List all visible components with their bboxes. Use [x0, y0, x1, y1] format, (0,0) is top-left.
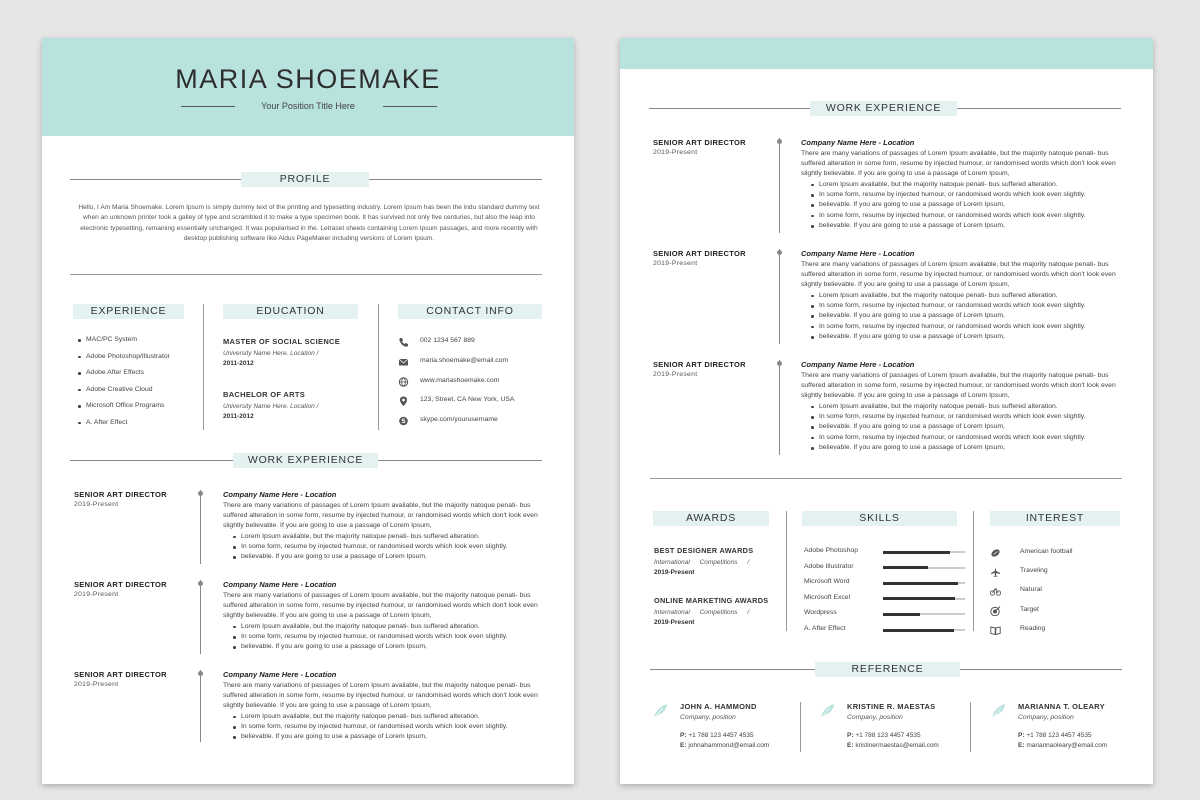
job-description: There are many variations of passages of Lorem Ipsum available, but the majority natoque penati- bus suffered alteration in some form, resume by injected humour, or randomised words which don't look even slightly believable. If you are going to use a passage of Lorem Ipsum,	[223, 502, 538, 530]
job-date: 2019-Present	[74, 681, 119, 688]
reference-phone	[680, 732, 754, 739]
resume-page-2	[620, 38, 1153, 784]
job-body	[223, 670, 543, 743]
contact-text: 002 1234 567 889	[420, 337, 475, 344]
interest-item	[990, 625, 1073, 644]
job-description: There are many variations of passages of Lorem Ipsum available, but the majority natoque penati- bus suffered alteration in some form, resume by injected humour, or randomised words which don't look even slightly believable. If you are going to use a passage of Lorem Ipsum,	[801, 261, 1116, 289]
interest-heading: INTEREST	[990, 511, 1120, 526]
list-item: In some form, resume by injected humour, or randomised words which look even slightly.	[807, 190, 1121, 200]
list-item: MAC/PC System	[74, 336, 170, 353]
phone-icon	[398, 337, 420, 347]
column-divider	[973, 511, 974, 631]
contact-list	[398, 337, 514, 436]
award-org: International Competitions /	[654, 559, 750, 566]
airplane-icon	[990, 567, 1020, 577]
interest-text: Traveling	[1020, 567, 1048, 575]
phone-value: +1 788 123 4457 4535	[855, 732, 921, 739]
job-body	[801, 249, 1121, 343]
skill-bar-fill	[883, 629, 954, 632]
timeline-line	[779, 360, 780, 455]
experience-list	[74, 336, 170, 435]
feather-icon	[819, 702, 837, 720]
award-item	[654, 546, 753, 576]
job-bullets	[807, 291, 1121, 343]
company-name: Company Name Here - Location	[801, 360, 915, 369]
interest-text: Target	[1020, 605, 1039, 613]
company-name: Company Name Here - Location	[223, 670, 337, 679]
list-item: believable. If you are going to use a passage of Lorem Ipsum,	[229, 642, 543, 652]
contact-text: 123, Street, CA New York, USA	[420, 396, 515, 404]
list-item: Lorem Ipsum available, but the majority natoque penati- bus suffered alteration.	[229, 622, 543, 632]
profile-text: Hello, I Am Maria Shoemake. Lorem Ipsum is simply dummy text of the printing and typesetting industry. Lorem Ipsum has been the indu standard dummy text when an unknown printer took a galley of type and scrambled it to make a type specimen book. It has survived not only five centuries, but also the leap into electronic typesetting, remaining essentially unchanged. It was popularised in the. Letraset sheets containing Lorem Ipsum passages, and more recently with desktop publishing software like Aldus PageMaker including versions of Lorem Ipsum.	[78, 204, 540, 243]
years: 2011-2012	[223, 360, 254, 367]
title-rule-right	[383, 106, 437, 107]
job-description: There are many variations of passages of Lorem Ipsum available, but the majority natoque penati- bus suffered alteration in some form, resume by injected humour, or randomised words which don't look even slightly believable. If you are going to use a passage of Lorem Ipsum,	[801, 150, 1116, 178]
skill-name: Wordpress	[804, 609, 837, 617]
interest-text: Natural	[1020, 586, 1042, 594]
timeline-line	[779, 249, 780, 344]
reference-email	[680, 742, 769, 749]
job-date: 2019-Present	[653, 371, 698, 378]
skill-row	[804, 547, 966, 563]
job-date: 2019-Present	[653, 260, 698, 267]
reference-name: KRISTINE R. MAESTAS	[847, 702, 936, 711]
job-role: SENIOR ART DIRECTOR	[653, 360, 746, 369]
job-body	[223, 490, 543, 563]
interest-item	[990, 548, 1073, 567]
interest-item	[990, 567, 1073, 586]
reference-email	[847, 742, 939, 749]
list-item: Lorem Ipsum available, but the majority natoque penati- bus suffered alteration.	[229, 712, 543, 722]
bicycle-icon	[990, 586, 1020, 596]
job-role: SENIOR ART DIRECTOR	[653, 138, 746, 147]
university: University Name Here. Location /	[223, 350, 319, 357]
email-value: mariannaoleary@email.com	[1026, 742, 1108, 749]
skill-name: Adobe Illustrator	[804, 562, 854, 570]
interest-item	[990, 606, 1073, 625]
header-band	[42, 38, 574, 136]
timeline-dot	[198, 671, 203, 676]
company-name: Company Name Here - Location	[801, 249, 915, 258]
reference-company: Company, position	[847, 714, 903, 721]
awards-heading: AWARDS	[653, 511, 769, 526]
timeline-line	[200, 670, 201, 742]
job-heading	[653, 249, 746, 267]
work-experience-heading: WORK EXPERIENCE	[649, 101, 1121, 116]
skill-bar-track	[883, 551, 965, 553]
skill-bar-track	[883, 598, 965, 600]
timeline-dot	[777, 250, 782, 255]
book-icon	[990, 625, 1020, 635]
email-value: kristinermaestas@email.com	[855, 742, 939, 749]
job-date: 2019-Present	[74, 501, 119, 508]
contact-item	[398, 416, 514, 436]
location-pin-icon	[398, 396, 420, 406]
skill-row	[804, 625, 966, 641]
contact-item	[398, 396, 514, 416]
email-label: E:	[847, 742, 854, 749]
list-item: Adobe After Effects	[74, 369, 170, 386]
list-item: In some form, resume by injected humour, or randomised words which look even slightly.	[229, 722, 543, 732]
company-name: Company Name Here - Location	[223, 490, 337, 499]
list-item: Lorem Ipsum available, but the majority natoque penati- bus suffered alteration.	[807, 402, 1121, 412]
feather-icon	[652, 702, 670, 720]
reference-item	[652, 702, 802, 752]
phone-value: +1 788 123 4457 4535	[688, 732, 754, 739]
skill-name: Microsoft Excel	[804, 593, 851, 601]
reference-item	[990, 702, 1140, 752]
list-item: believable. If you are going to use a passage of Lorem Ipsum,	[807, 422, 1121, 432]
phone-label: P:	[1018, 732, 1025, 739]
reference-item	[819, 702, 969, 752]
reference-name: JOHN A. HAMMOND	[680, 702, 757, 711]
email-value: johnahammond@email.com	[688, 742, 770, 749]
education-heading: EDUCATION	[223, 304, 358, 319]
job-body	[801, 360, 1121, 454]
list-item: believable. If you are going to use a passage of Lorem Ipsum,	[807, 200, 1121, 210]
email-label: E:	[1018, 742, 1025, 749]
skill-bar-fill	[883, 551, 950, 554]
job-bullets	[807, 402, 1121, 454]
interest-list	[990, 548, 1073, 644]
skill-bar-track	[883, 629, 965, 631]
education-item	[223, 337, 353, 367]
skill-name: A. After Effect	[804, 625, 846, 632]
skill-bar-fill	[883, 566, 928, 569]
phone-label: P:	[680, 732, 687, 739]
list-item: A. After Effect	[74, 419, 170, 436]
contact-heading: CONTACT INFO	[398, 304, 542, 319]
reference-phone	[847, 732, 921, 739]
timeline-dot	[198, 581, 203, 586]
work-experience-heading: WORK EXPERIENCE	[70, 453, 542, 468]
contact-text: skype.com/yourusername	[420, 416, 498, 424]
job-role: SENIOR ART DIRECTOR	[74, 580, 167, 589]
svg-text:S: S	[401, 418, 406, 426]
header-band	[620, 38, 1153, 69]
football-icon	[990, 548, 1020, 558]
education-item	[223, 390, 353, 420]
job-bullets	[807, 180, 1121, 232]
interest-item	[990, 586, 1073, 605]
skill-bar-track	[883, 613, 965, 615]
award-title: ONLINE MARKETING AWARDS	[654, 596, 769, 605]
job-heading	[74, 670, 167, 688]
job-bullets	[229, 622, 543, 653]
resume-name: MARIA SHOEMAKE	[175, 64, 441, 94]
target-icon	[990, 606, 1020, 616]
skill-row	[804, 578, 966, 594]
reference-company: Company, position	[1018, 714, 1074, 721]
job-heading	[74, 490, 167, 508]
column-divider	[203, 304, 204, 430]
phone-label: P:	[847, 732, 854, 739]
award-years: 2019-Present	[654, 569, 695, 576]
list-item: Adobe Photoshop/Illustrator	[74, 353, 170, 370]
job-description: There are many variations of passages of Lorem Ipsum available, but the majority natoque penati- bus suffered alteration in some form, resume by injected humour, or randomised words which don't look even slightly believable. If you are going to use a passage of Lorem Ipsum,	[223, 682, 538, 710]
job-description: There are many variations of passages of Lorem Ipsum available, but the majority natoque penati- bus suffered alteration in some form, resume by injected humour, or randomised words which don't look even slightly believable. If you are going to use a passage of Lorem Ipsum,	[223, 592, 538, 620]
skill-row	[804, 609, 966, 625]
interest-text: American football	[1020, 548, 1073, 555]
job-heading	[653, 360, 746, 378]
position-title: Your Position Title Here	[261, 101, 355, 111]
list-item: believable. If you are going to use a passage of Lorem Ipsum,	[229, 732, 543, 742]
timeline-line	[779, 138, 780, 233]
list-item: believable. If you are going to use a passage of Lorem Ipsum,	[807, 443, 1121, 453]
contact-item	[398, 377, 514, 397]
contact-item	[398, 357, 514, 377]
experience-heading: EXPERIENCE	[73, 304, 184, 319]
university: University Name Here. Location /	[223, 403, 319, 410]
profile-heading: PROFILE	[70, 172, 542, 187]
timeline-dot	[198, 491, 203, 496]
job-bullets	[229, 532, 543, 563]
job-role: SENIOR ART DIRECTOR	[74, 490, 167, 499]
award-org: International Competitions /	[654, 609, 750, 616]
interest-text: Reading	[1020, 624, 1046, 632]
list-item: Microsoft Office Programs	[74, 402, 170, 419]
job-bullets	[229, 712, 543, 743]
list-item: believable. If you are going to use a passage of Lorem Ipsum,	[807, 221, 1121, 231]
skill-bar-track	[883, 582, 965, 584]
skill-name: Microsoft Word	[804, 578, 850, 586]
list-item: Adobe Creative Cloud	[74, 386, 170, 403]
skype-icon	[398, 416, 420, 426]
resume-page-1	[42, 38, 574, 784]
timeline-line	[200, 490, 201, 564]
column-divider	[378, 304, 379, 430]
skill-row	[804, 563, 966, 579]
job-body	[223, 580, 543, 653]
company-name: Company Name Here - Location	[801, 138, 915, 147]
list-item: Lorem Ipsum available, but the majority natoque penati- bus suffered alteration.	[807, 291, 1121, 301]
degree: BACHELOR OF ARTS	[223, 390, 306, 399]
award-years: 2019-Present	[654, 619, 695, 626]
skill-row	[804, 594, 966, 610]
mail-icon	[398, 357, 420, 367]
contact-text: maria.shoemake@email.com	[420, 356, 509, 364]
years: 2011-2012	[223, 413, 254, 420]
company-name: Company Name Here - Location	[223, 580, 337, 589]
award-title: BEST DESIGNER AWARDS	[654, 546, 754, 555]
skill-bar-track	[883, 567, 965, 569]
phone-value: +1 788 123 4457 4535	[1026, 732, 1092, 739]
list-item: believable. If you are going to use a passage of Lorem Ipsum,	[807, 311, 1121, 321]
job-date: 2019-Present	[653, 149, 698, 156]
award-item	[654, 596, 768, 626]
reference-company: Company, position	[680, 714, 736, 721]
column-divider	[786, 511, 787, 631]
timeline-dot	[777, 139, 782, 144]
column-divider	[970, 702, 971, 752]
list-item: Lorem Ipsum available, but the majority natoque penati- bus suffered alteration.	[807, 180, 1121, 190]
skill-bar-fill	[883, 582, 958, 585]
job-date: 2019-Present	[74, 591, 119, 598]
reference-name: MARIANNA T. OLEARY	[1018, 702, 1105, 711]
divider	[650, 478, 1122, 479]
contact-text: www.mariashoemake.com	[420, 376, 500, 384]
skill-name: Adobe Photoshop	[804, 547, 859, 554]
list-item: In some form, resume by injected humour, or randomised words which look even slightly.	[229, 542, 543, 552]
job-heading	[653, 138, 746, 156]
skill-bar-fill	[883, 613, 920, 616]
contact-item	[398, 337, 514, 357]
list-item: In some form, resume by injected humour, or randomised words which look even slightly.	[807, 433, 1121, 443]
list-item: Lorem Ipsum available, but the majority natoque penati- bus suffered alteration.	[229, 532, 543, 542]
reference-email	[1018, 742, 1107, 749]
list-item: In some form, resume by injected humour, or randomised words which look even slightly.	[807, 412, 1121, 422]
job-heading	[74, 580, 167, 598]
job-description: There are many variations of passages of Lorem Ipsum available, but the majority natoque penati- bus suffered alteration in some form, resume by injected humour, or randomised words which don't look even slightly believable. If you are going to use a passage of Lorem Ipsum,	[801, 372, 1116, 400]
list-item: In some form, resume by injected humour, or randomised words which look even slightly.	[807, 211, 1121, 221]
list-item: believable. If you are going to use a passage of Lorem Ipsum,	[229, 552, 543, 562]
globe-icon	[398, 377, 420, 387]
list-item: In some form, resume by injected humour, or randomised words which look even slightly.	[807, 301, 1121, 311]
divider	[70, 274, 542, 275]
job-role: SENIOR ART DIRECTOR	[74, 670, 167, 679]
job-body	[801, 138, 1121, 232]
degree: MASTER OF SOCIAL SCIENCE	[223, 337, 341, 346]
reference-heading: REFERENCE	[650, 662, 1122, 677]
list-item: In some form, resume by injected humour, or randomised words which look even slightly.	[807, 322, 1121, 332]
timeline-line	[200, 580, 201, 654]
list-item: In some form, resume by injected humour, or randomised words which look even slightly.	[229, 632, 543, 642]
list-item: believable. If you are going to use a passage of Lorem Ipsum,	[807, 332, 1121, 342]
skill-bar-fill	[883, 597, 955, 600]
skills-heading: SKILLS	[802, 511, 957, 526]
feather-icon	[990, 702, 1008, 720]
timeline-dot	[777, 361, 782, 366]
reference-phone	[1018, 732, 1092, 739]
email-label: E:	[680, 742, 687, 749]
job-role: SENIOR ART DIRECTOR	[653, 249, 746, 258]
